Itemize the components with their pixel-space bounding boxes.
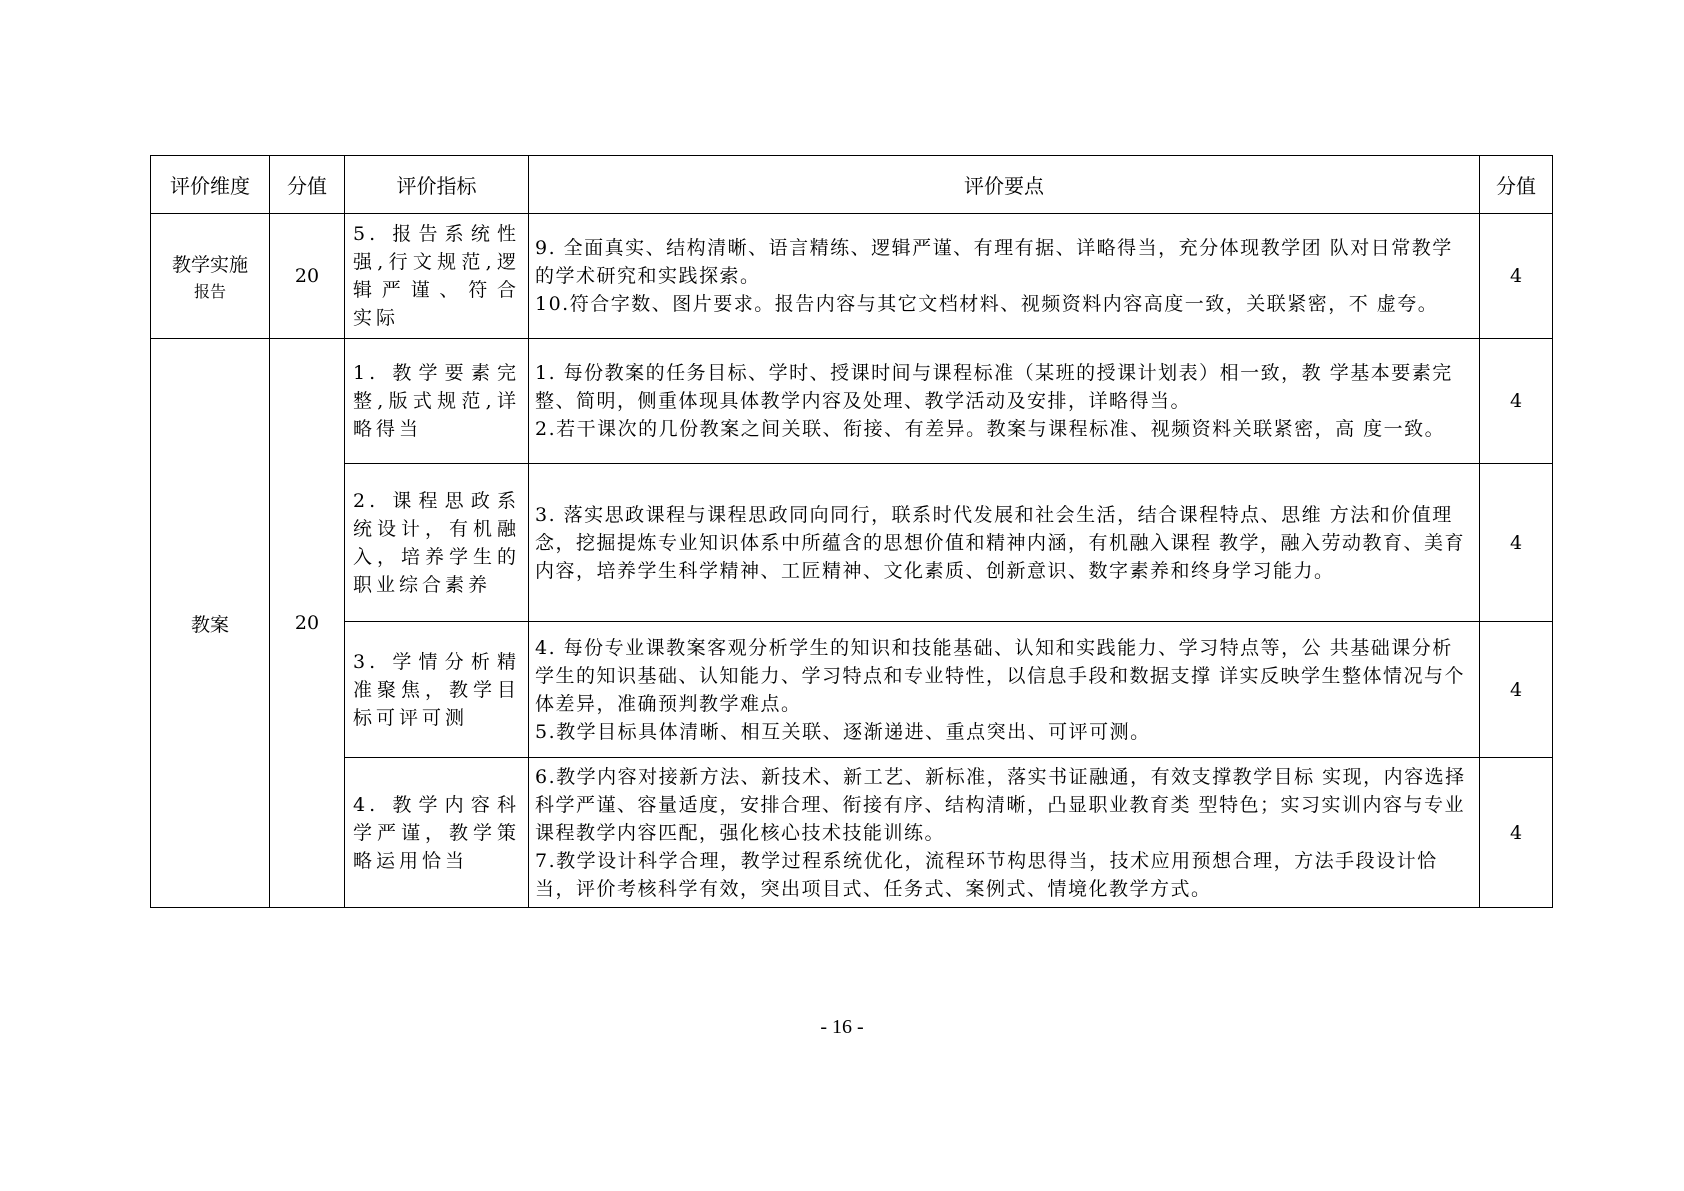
dimension-cell-report [151,214,270,339]
header-indicator: 评价指标 [345,156,529,214]
table-row [151,622,1553,758]
indicator-cell: 3. 学情分析精准聚焦，教学目标可评可测 [345,622,529,758]
points-cell [529,339,1480,464]
indicator-cell: 4. 教学内容科学严谨，教学策略运用恰当 [345,758,529,908]
table-row [151,339,1553,464]
point-item: 2.若干课次的几份教案之间关联、衔接、有差异。教案与课程标准、视频资料关联紧密，高 度一致。 [535,418,1446,440]
table-row [151,758,1553,908]
item-score: 4 [1480,339,1553,464]
dimension-main: 教案 [190,613,229,636]
section-score: 20 [270,214,345,339]
header-dimension: 评价维度 [151,156,270,214]
point-item: 10.符合字数、图片要求。报告内容与其它文档材料、视频资料内容高度一致，关联紧密，不 虚夸。 [535,293,1439,315]
point-item: 6.教学内容对接新方法、新技术、新工艺、新标准，落实书证融通，有效支撑教学目标 实现，内容选择科学严谨、容量适度，安排合理、衔接有序、结构清晰，凸显职业教育类 型特色；实习实训内容与专业课程教学内容匹配，强化核心技术技能训练。 [535,765,1466,844]
table-row [151,464,1553,622]
dimension-sub: 报告 [193,282,226,301]
point-item: 1. 每份教案的任务目标、学时、授课时间与课程标准（某班的授课计划表）相一致，教 学基本要素完整、简明，侧重体现具体教学内容及处理、教学活动及安排，详略得当。 [535,362,1453,412]
header-points: 评价要点 [529,156,1480,214]
item-score: 4 [1480,758,1553,908]
point-item: 7.教学设计科学合理，教学过程系统优化，流程环节构思得当，技术应用预想合理，方法手段设计恰当，评价考核科学有效，突出项目式、任务式、案例式、情境化教学方式。 [535,849,1438,900]
point-item: 3. 落实思政课程与课程思政同向同行，联系时代发展和社会生活，结合课程特点、思维 方法和价值理念，挖掘提炼专业知识体系中所蕴含的思想价值和精神内涵，有机融入课程 教学，融入劳动教育、美育内容，培养学生科学精神、工匠精神、文化素质、创新意识、数字素养和终身学习能力。 [535,503,1466,582]
header-item-score: 分值 [1480,156,1553,214]
indicator-cell: 1. 教学要素完整,版式规范,详略得当 [345,339,529,464]
table-row [151,214,1553,339]
points-cell [529,758,1480,908]
item-score: 4 [1480,622,1553,758]
indicator-cell: 5. 报告系统性强,行文规范,逻辑严谨、符合 实际 [345,214,529,339]
page-number: - 16 - [820,1016,864,1038]
points-cell [529,622,1480,758]
evaluation-table [150,155,1553,908]
point-item: 5.教学目标具体清晰、相互关联、逐渐递进、重点突出、可评可测。 [535,720,1151,743]
table-header-row [151,156,1553,214]
dimension-cell-lesson-plan [151,339,270,908]
points-cell [529,214,1480,339]
item-score: 4 [1480,464,1553,622]
section-score: 20 [270,339,345,908]
point-item: 4. 每份专业课教案客观分析学生的知识和技能基础、认知和实践能力、学习特点等，公 共基础课分析学生的知识基础、认知能力、学习特点和专业特性，以信息手段和数据支撑 详实反映学生整体情况与个体差异，准确预判教学难点。 [535,636,1466,715]
indicator-cell: 2. 课程思政系统设计，有机融入，培养学生的职业综合素养 [345,464,529,622]
point-item: 9. 全面真实、结构清晰、语言精练、逻辑严谨、有理有据、详略得当，充分体现教学团 队对日常教学的学术研究和实践探索。 [535,237,1453,287]
header-score: 分值 [270,156,345,214]
points-cell [529,464,1480,622]
item-score: 4 [1480,214,1553,339]
dimension-main: 教学实施 [171,254,248,276]
